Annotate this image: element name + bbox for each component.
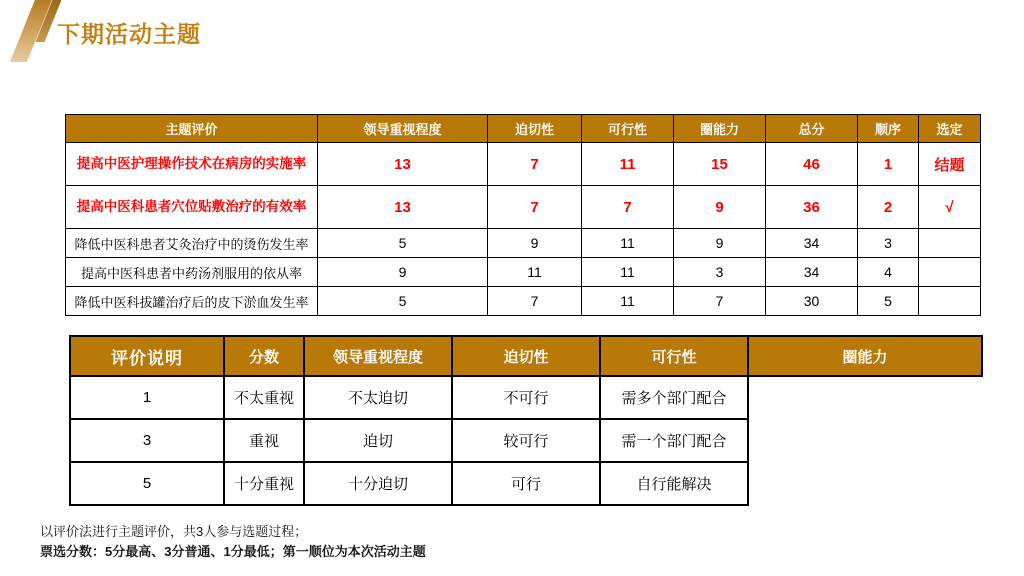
page-title: 下期活动主题 xyxy=(57,21,201,47)
theme-cell: 降低中医科拔罐治疗后的皮下淤血发生率 xyxy=(66,287,318,316)
footnote-line-2: 票选分数：5分最高、3分普通、1分最低；第一顺位为本次活动主题 xyxy=(40,544,426,560)
score-cell: 7 xyxy=(674,287,766,316)
legend-cell: 5 xyxy=(70,462,224,505)
selected-cell xyxy=(919,229,981,258)
score-cell: 7 xyxy=(488,287,582,316)
score-cell: 11 xyxy=(582,229,674,258)
score-cell: 5 xyxy=(318,287,488,316)
footnote xyxy=(40,522,426,562)
score-cell: 7 xyxy=(582,186,674,229)
column-header-leadership: 领导重视程度 xyxy=(318,115,488,143)
legend-header-circle-ability: 圈能力 xyxy=(748,336,982,376)
column-header-urgency: 迫切性 xyxy=(488,115,582,143)
legend-cell: 需多个部门配合 xyxy=(600,376,748,419)
legend-cell: 重视 xyxy=(224,419,304,462)
theme-table-header-row xyxy=(66,115,981,143)
table-row-theme-3 xyxy=(66,229,981,258)
legend-cell: 迫切 xyxy=(304,419,452,462)
legend-cell: 需一个部门配合 xyxy=(600,419,748,462)
column-header-circle-ability: 圈能力 xyxy=(674,115,766,143)
legend-header-row xyxy=(70,336,982,376)
legend-cell: 1 xyxy=(70,376,224,419)
selected-cell xyxy=(919,258,981,287)
total-cell: 34 xyxy=(766,258,858,287)
legend-cell: 不太重视 xyxy=(224,376,304,419)
table-row-theme-4 xyxy=(66,258,981,287)
legend-cell: 自行能解决 xyxy=(600,462,748,505)
total-cell: 34 xyxy=(766,229,858,258)
legend-cell: 不太迫切 xyxy=(304,376,452,419)
rank-cell: 5 xyxy=(858,287,919,316)
selected-cell: √ xyxy=(919,186,981,229)
score-cell: 11 xyxy=(582,287,674,316)
table-row-theme-1 xyxy=(66,143,981,186)
score-cell: 11 xyxy=(582,143,674,186)
legend-cell: 3 xyxy=(70,419,224,462)
theme-cell: 提高中医科患者中药汤剂服用的依从率 xyxy=(66,258,318,287)
rank-cell: 1 xyxy=(858,143,919,186)
score-cell: 7 xyxy=(488,143,582,186)
score-cell: 13 xyxy=(318,143,488,186)
score-cell: 9 xyxy=(674,229,766,258)
legend-row-score-5 xyxy=(70,462,982,505)
legend-header-feasibility: 可行性 xyxy=(600,336,748,376)
table-row-theme-2 xyxy=(66,186,981,229)
score-cell: 15 xyxy=(674,143,766,186)
score-cell: 9 xyxy=(318,258,488,287)
column-header-feasibility: 可行性 xyxy=(582,115,674,143)
table-row-theme-5 xyxy=(66,287,981,316)
column-header-rank: 顺序 xyxy=(858,115,919,143)
legend-row-score-3 xyxy=(70,419,982,462)
theme-cell: 提高中医科患者穴位贴敷治疗的有效率 xyxy=(66,186,318,229)
legend-header-urgency: 迫切性 xyxy=(452,336,600,376)
score-cell: 9 xyxy=(674,186,766,229)
theme-cell: 提高中医护理操作技术在病房的实施率 xyxy=(66,143,318,186)
theme-evaluation-table xyxy=(65,114,981,316)
legend-cell: 十分迫切 xyxy=(304,462,452,505)
legend-cell: 十分重视 xyxy=(224,462,304,505)
legend-side-label: 评价说明 xyxy=(70,336,224,376)
selected-cell: 结题 xyxy=(919,143,981,186)
legend-header-leadership: 领导重视程度 xyxy=(304,336,452,376)
legend-cell: 不可行 xyxy=(452,376,600,419)
score-cell: 3 xyxy=(674,258,766,287)
total-cell: 36 xyxy=(766,186,858,229)
rank-cell: 3 xyxy=(858,229,919,258)
column-header-selected: 选定 xyxy=(919,115,981,143)
column-header-total: 总分 xyxy=(766,115,858,143)
legend-header-score: 分数 xyxy=(224,336,304,376)
total-cell: 46 xyxy=(766,143,858,186)
score-cell: 11 xyxy=(582,258,674,287)
footnote-line-1: 以评价法进行主题评价，共3人参与选题过程； xyxy=(40,524,308,539)
legend-row-score-1 xyxy=(70,376,982,419)
column-header-theme: 主题评价 xyxy=(66,115,318,143)
theme-cell: 降低中医科患者艾灸治疗中的烫伤发生率 xyxy=(66,229,318,258)
score-cell: 7 xyxy=(488,186,582,229)
legend-cell: 较可行 xyxy=(452,419,600,462)
rank-cell: 2 xyxy=(858,186,919,229)
selected-cell xyxy=(919,287,981,316)
score-cell: 9 xyxy=(488,229,582,258)
legend-cell: 可行 xyxy=(452,462,600,505)
scoring-legend-table xyxy=(69,335,983,506)
total-cell: 30 xyxy=(766,287,858,316)
score-cell: 11 xyxy=(488,258,582,287)
score-cell: 5 xyxy=(318,229,488,258)
score-cell: 13 xyxy=(318,186,488,229)
rank-cell: 4 xyxy=(858,258,919,287)
